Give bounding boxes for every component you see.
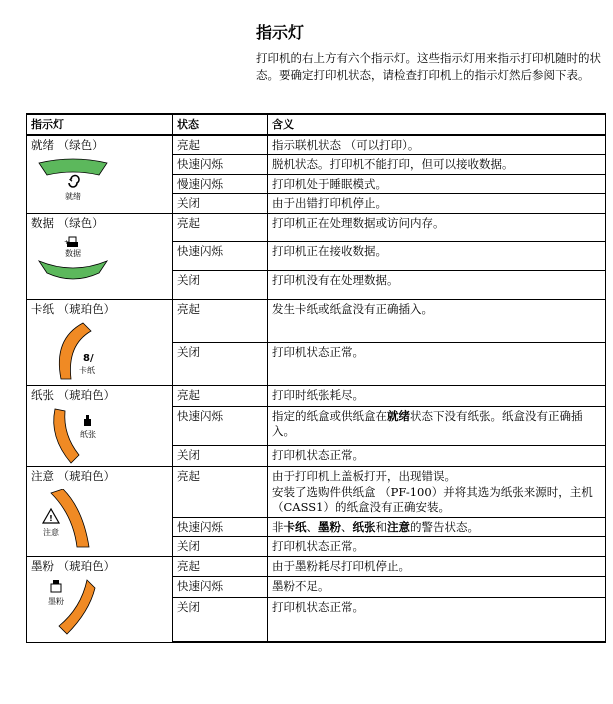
table-header-row: [27, 114, 606, 135]
status-cell: 关闭: [173, 445, 268, 466]
meaning-cell: 由于墨粉耗尽打印机停止。: [268, 556, 606, 577]
status-cell: 亮起: [173, 213, 268, 242]
data-icon: [31, 235, 168, 283]
toner-icon: [31, 578, 168, 636]
status-cell: 关闭: [173, 342, 268, 385]
status-cell: 关闭: [173, 537, 268, 557]
indicator-ready: [27, 135, 173, 214]
indicator-name: 墨粉 （琥珀色）: [31, 558, 116, 573]
meaning-cell: 墨粉不足。: [268, 577, 606, 598]
indicator-paper-jam: [27, 299, 173, 385]
meaning-cell: 非卡纸、墨粉、纸张和注意的警告状态。: [268, 517, 606, 537]
page-title: 指示灯: [256, 23, 305, 42]
icon-label: 数据: [65, 249, 81, 258]
meaning-cell: 由于出错打印机停止。: [268, 194, 606, 214]
meaning-cell: 指示联机状态 （可以打印）。: [268, 135, 606, 155]
header-meaning: 含义: [268, 114, 606, 135]
meaning-cell: 打印机状态正常。: [268, 342, 606, 385]
status-cell: 亮起: [173, 299, 268, 342]
header-status: 状态: [173, 114, 268, 135]
meaning-cell: 打印时纸张耗尽。: [268, 385, 606, 406]
meaning-cell: 打印机处于睡眠模式。: [268, 174, 606, 194]
icon-label: 就绪: [65, 192, 81, 201]
paper-icon: [31, 407, 168, 465]
status-cell: 快速闪烁: [173, 406, 268, 445]
meaning-cell: 脱机状态。打印机不能打印，但可以接收数据。: [268, 155, 606, 175]
meaning-cell: 打印机状态正常。: [268, 445, 606, 466]
icon-label: 墨粉: [48, 597, 64, 606]
table-row: [27, 213, 606, 242]
header-indicator: 指示灯: [27, 114, 173, 135]
svg-text:+: +: [64, 239, 70, 246]
meaning-cell: 由于打印机上盖板打开，出现错误。 安装了选购件供纸盒 （PF-100）并将其选为纸张来源时，主机 （CASS1）的纸盒没有正确安装。: [268, 467, 606, 518]
status-cell: 关闭: [173, 194, 268, 214]
status-cell: 亮起: [173, 467, 268, 518]
svg-text:!: !: [49, 513, 53, 523]
indicator-attention: [27, 467, 173, 557]
table-row: [27, 299, 606, 342]
indicator-paper: [27, 385, 173, 467]
status-cell: 快速闪烁: [173, 517, 268, 537]
icon-label: 注意: [43, 527, 59, 537]
status-cell: 亮起: [173, 556, 268, 577]
status-cell: 关闭: [173, 270, 268, 299]
meaning-cell: 打印机状态正常。: [268, 598, 606, 643]
status-cell: 关闭: [173, 598, 268, 643]
status-cell: 慢速闪烁: [173, 174, 268, 194]
status-cell: 快速闪烁: [173, 242, 268, 271]
indicator-toner: [27, 556, 173, 642]
paper-jam-icon: [31, 321, 168, 381]
indicator-name: 卡纸 （琥珀色）: [31, 301, 116, 316]
meaning-cell: 打印机状态正常。: [268, 537, 606, 557]
meaning-cell: 打印机正在处理数据或访问内存。: [268, 213, 606, 242]
table-row: [27, 135, 606, 155]
table-row: [27, 556, 606, 577]
indicator-name: 注意 （琥珀色）: [31, 469, 116, 483]
meaning-cell: 发生卡纸或纸盒没有正确插入。: [268, 299, 606, 342]
indicator-name: 就绪 （绿色）: [31, 137, 104, 152]
icon-label: 纸张: [80, 430, 96, 439]
svg-text:8/: 8/: [83, 353, 94, 364]
icon-label: 卡纸: [79, 366, 95, 375]
status-cell: 亮起: [173, 385, 268, 406]
attention-icon: [31, 489, 168, 549]
indicator-name: 数据 （绿色）: [31, 215, 104, 230]
status-cell: 亮起: [173, 135, 268, 155]
table-row: [27, 467, 606, 518]
meaning-cell: 指定的纸盒或供纸盒在就绪状态下没有纸张。纸盒没有正确插入。: [268, 406, 606, 445]
indicator-data: [27, 213, 173, 299]
status-cell: 快速闪烁: [173, 155, 268, 175]
table-row: [27, 385, 606, 406]
ready-icon: [31, 157, 168, 203]
meaning-cell: 打印机没有在处理数据。: [268, 270, 606, 299]
intro-paragraph: 打印机的右上方有六个指示灯。这些指示灯用来指示打印机随时的状态。要确定打印机状态，请检查打印机上的指示灯然后参阅下表。: [256, 51, 601, 82]
status-cell: 快速闪烁: [173, 577, 268, 598]
indicator-table: [26, 113, 606, 643]
meaning-cell: 打印机正在接收数据。: [268, 242, 606, 271]
indicator-name: 纸张 （琥珀色）: [31, 387, 116, 402]
